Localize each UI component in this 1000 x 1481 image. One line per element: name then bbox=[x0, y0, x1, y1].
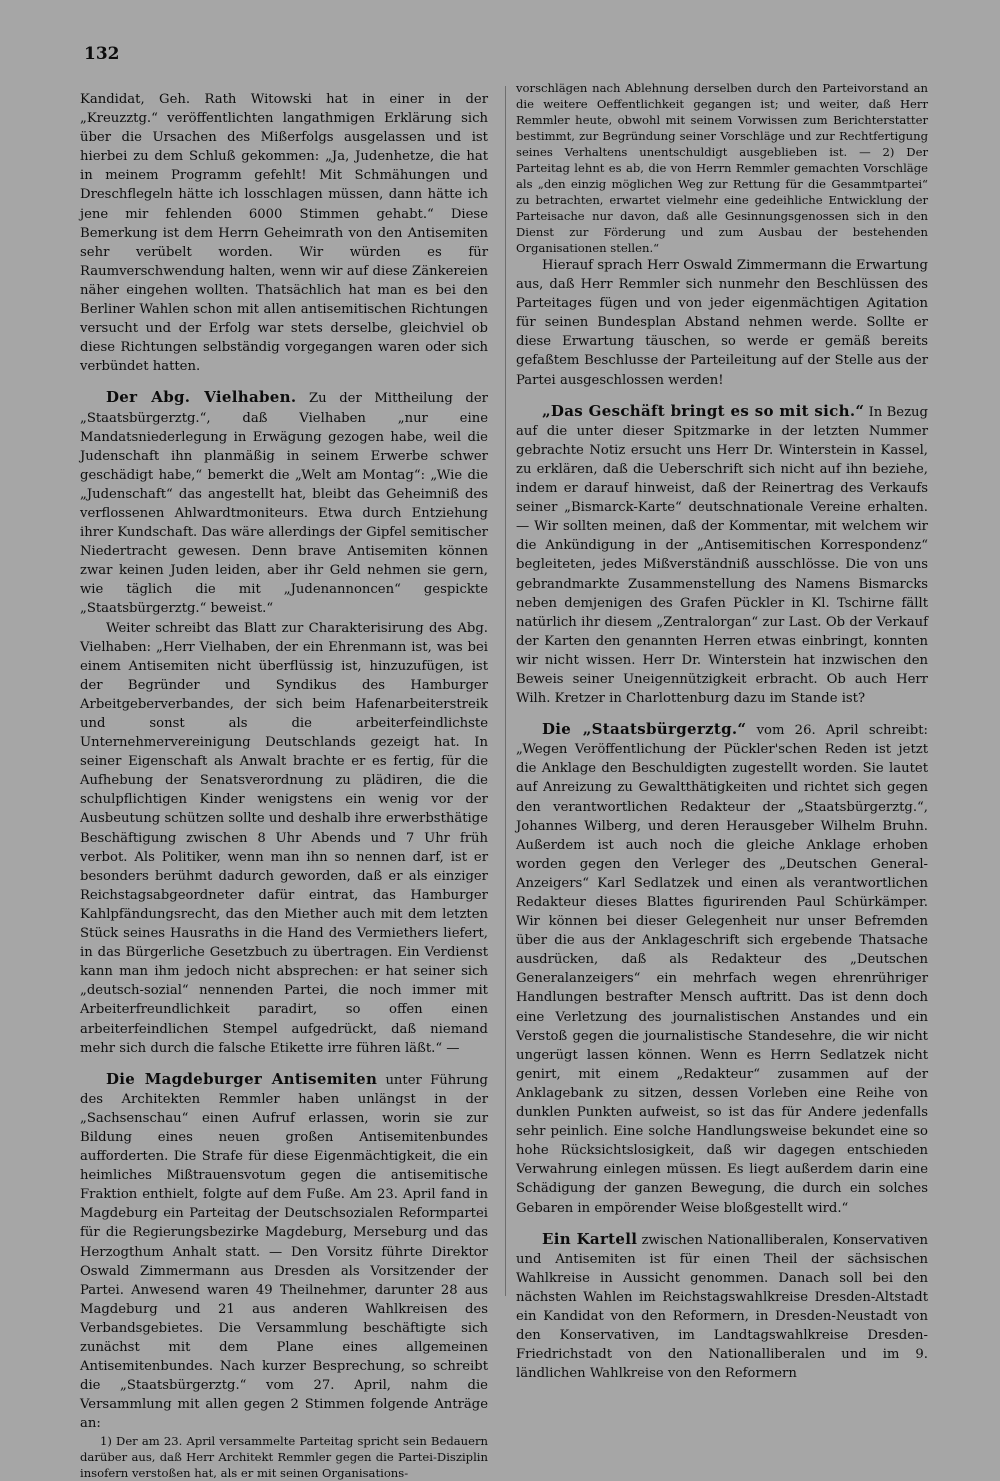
column-divider bbox=[505, 86, 506, 1296]
section-magdeburg bbox=[80, 1070, 488, 1434]
section-heading-vielhaben: Der Abg. Vielhaben. bbox=[106, 388, 297, 407]
section-heading-magdeburg: Die Magdeburger Antisemiten bbox=[106, 1069, 378, 1088]
paragraph-witowski: Kandidat, Geh. Rath Witowski hat in einer in der „Kreuzztg.“ veröffentlichten langathmigen Erklärung sich über die Ursachen des Mißerfolgs ausgelassen und ist hierbei zu dem Schluß gekommen: „Ja, Judenhetze, die hat in meinem Programm gefehlt! Mit Schmähungen und Dreschflegeln hätte ich losschlagen müssen, dann hätte ich jene mir fehlenden 6000 Stimmen gehabt.“ Diese Bemerkung ist dem Herrn Geheimrath von den Antisemiten sehr verübelt worden. Wir würden es für Raumverschwendung halten, wenn wir auf diese Zänkereien näher eingehen wollten. Thatsächlich hat man es bei den Berliner Wahlen schon mit allen antisemitischen Richtungen versucht und der Erfolg war stets derselbe, gleichviel ob diese Richtungen selbständig vorgegangen waren oder sich verbündet hatten. bbox=[80, 92, 488, 375]
section-text-kartell: zwischen Nationalliberalen, Konservativen und Antisemiten ist für einen Theil der sächsischen Wahlkreise in Aussicht genommen. Danach soll bei den nächsten Wahlen im Reichstagswahlkreise Dresden-Altstadt ein Kandidat von den Reformern, in Dresden-Neustadt von den Konservativen, im Landtagswahlkreise Dresden-Friedrichstadt von den Nationalliberalen und im 9. ländlichen Wahlkreise von den Reformern bbox=[516, 1232, 929, 1382]
section-vielhaben bbox=[80, 388, 488, 618]
section-heading-kartell: Ein Kartell bbox=[542, 1229, 638, 1248]
section-geschaeft bbox=[516, 402, 928, 709]
quote-resolution-1: 1) Der am 23. April versammelte Parteitag spricht sein Bedauern darüber aus, daß Herr Architekt Remmler gegen die Partei-Disziplin insofern verstoßen hat, als er mit seinen Organisations- bbox=[80, 1434, 488, 1481]
section-text-geschaeft: In Bezug auf die unter dieser Spitzmarke in der letzten Nummer gebrachte Notiz ersucht uns Herr Dr. Winterstein in Kassel, zu erklären, daß die Ueberschrift sich nicht auf ihn beziehe, indem er darauf hinweist, daß der Reinertrag des Verkaufs seiner „Bismarck-Karte“ deutschnationale Vereine erhalten. — Wir sollten meinen, daß der Kommentar, mit welchem wir die Ankündigung in der „Antisemitischen Korrespondenz“ begleiteten, jedes Mißverständniß ausschlösse. Die von uns gebrandmarkte Zusammenstellung des Namens Bismarcks neben demjenigen des Grafen Pückler in Kl. Tschirne fällt natürlich ihr diesem „Zentralorgan“ zur Last. Ob der Verkauf der Karten den genannten Herren etwas einbringt, konnten wir nicht wissen. Herr Dr. Winterstein hat inzwischen den Beweis seiner Uneigennützigkeit erbracht. Ob auch Herr Wilh. Kretzer in Charlottenburg dazu im Stande ist? bbox=[516, 404, 928, 707]
section-heading-staatsbuergerztg: Die „Staatsbürgerztg.“ bbox=[542, 720, 747, 739]
left-column bbox=[80, 90, 488, 1481]
page-number: 132 bbox=[84, 44, 120, 64]
section-text-magdeburg: unter Führung des Architekten Remmler haben unlängst in der „Sachsenschau“ einen Aufruf erlassen, worin sie zur Bildung eines neuen großen Antisemitenbundes aufforderten. Die Strafe für diese Eigenmächtigkeit, die ein heimliches Mißtrauensvotum gegen die antisemitische Fraktion enthielt, folgte auf dem Fuße. Am 23. April fand in Magdeburg ein Parteitag der Deutschsozialen Reformpartei für die Regierungsbezirke Magdeburg, Merseburg und das Herzogthum Anhalt statt. — Den Vorsitz führte Direktor Oswald Zimmermann aus Dresden als Vorsitzender der Partei. Anwesend waren 49 Theilnehmer, darunter 28 aus Magdeburg und 21 aus anderen Wahlkreisen des Verbandsgebietes. Die Versammlung beschäftigte sich zunächst mit dem Plane eines allgemeinen Antisemitenbundes. Nach kurzer Besprechung, so schreibt die „Staatsbürgerztg.“ vom 27. April, nahm die Versammlung mit allen gegen 2 Stimmen folgende Anträge an: bbox=[80, 1072, 488, 1432]
section-text-vielhaben: Zu der Mittheilung der „Staatsbürgerztg.“, daß Vielhaben „nur eine Mandatsniederlegung in Erwägung gezogen habe, weil die Judenschaft ihn planmäßig in seinem Erwerbe schwer geschädigt habe,“ bemerkt die „Welt am Montag“: „Wie die „Judenschaft“ das angestellt hat, bleibt das Geheimniß des verflossenen Ahlwardtmoniteurs. Etwa durch Entziehung ihrer Kundschaft. Das wäre allerdings der Gipfel semitischer Niedertracht gewesen. Denn brave Antisemiten können zwar keinen Juden leiden, aber ihr Geld nehmen sie gern, wie täglich die mit „Judenannoncen“ gespickte „Staatsbürgerztg.“ beweist.“ bbox=[80, 391, 488, 617]
right-column bbox=[516, 80, 928, 1383]
paragraph-zimmermann: Hierauf sprach Herr Oswald Zimmermann die Erwartung aus, daß Herr Remmler sich nunmehr den Beschlüssen des Parteitages fügen und von jeder eigenmächtigen Agitation für seinen Bundesplan Abstand nehmen werde. Sollte er diese Erwartung täuschen, so werde er gemäß bereits gefaßtem Beschlusse der Parteileitung auf der Stelle aus der Partei ausgeschlossen werden! bbox=[516, 258, 928, 388]
quote-resolution-continued: vorschlägen nach Ablehnung derselben durch den Parteivorstand an die weitere Oeffentlichkeit gegangen ist; und weiter, daß Herr Remmler heute, obwohl mit seinem Vorwissen zum Berichterstatter bestimmt, zur Begründung seiner Vorschläge und zur Rechtfertigung seines Verhaltens unentschuldigt ausgeblieben ist. — 2) Der Parteitag lehnt es ab, die von Herrn Remmler gemachten Vorschläge als „den einzig möglichen Weg zur Rettung für die Gesammtpartei“ zu betrachten, erwartet vielmehr eine gedeihliche Entwicklung der Parteisache nur davon, daß alle Gesinnungsgenossen sich in den Dienst zur Förderung und zum Ausbau der bestehenden Organisationen stellen.“ bbox=[516, 81, 928, 255]
section-staatsbuergerztg bbox=[516, 720, 928, 1217]
section-heading-geschaeft: „Das Geschäft bringt es so mit sich.“ bbox=[542, 401, 865, 420]
section-kartell bbox=[516, 1230, 928, 1384]
paragraph-vielhaben-2: Weiter schreibt das Blatt zur Charakterisirung des Abg. Vielhaben: „Herr Vielhaben, der ein Ehrenmann ist, was bei einem Antisemiten nicht überflüssig ist, hinzuzufügen, ist der Begründer und Syndikus des Hamburger Arbeitgeberverbandes, der sich beim Hafenarbeiterstreik und sonst als die arbeiterfeindlichste Unternehmervereinigung Deutschlands gezeigt hat. In seiner Eigenschaft als Anwalt brachte er es fertig, für die Aufhebung der Senatsverordnung zu plädiren, die die schulpflichtigen Kinder wenigstens ein wenig vor der Ausbeutung schützen sollte und deshalb ihre erwerbsthätige Beschäftigung zwischen 8 Uhr Abends und 7 Uhr früh verbot. Als Politiker, wenn man ihn so nennen darf, ist er besonders berühmt dadurch geworden, daß er als einziger Reichstagsabgeordneter dafür eintrat, das Hamburger Kahlpfändungsrecht, das den Miether auch mit dem letzten Stück seines Hausraths in die Hand des Vermiethers liefert, in das Bürgerliche Gesetzbuch zu übertragen. Ein Verdienst kann man ihm jedoch nicht absprechen: er hat seiner sich „deutsch-sozial“ nennenden Partei, die noch immer mit Arbeiterfreundlichkeit paradirt, so offen einen arbeiterfeindlichen Stempel aufgedrückt, daß niemand mehr sich durch die falsche Etikette irre führen läßt.“ — bbox=[80, 620, 488, 1056]
section-text-staatsbuergerztg: vom 26. April schreibt: „Wegen Veröffentlichung der Pückler'schen Reden ist jetzt die Anklage den Beschuldigten zugestellt worden. Sie lautet auf Anreizung zu Gewaltthätigkeiten und richtet sich gegen den verantwortlichen Redakteur der „Staatsbürgerztg.“, Johannes Wilberg, und deren Herausgeber Wilhelm Bruhn. Außerdem ist auch noch die gleiche Anklage erhoben worden gegen den Verleger des „Deutschen General-Anzeigers“ Karl Sedlatzek und einen als verantwortlichen Redakteur dieses Blattes figurirenden Paul Schürkämper. Wir können bei dieser Gelegenheit nur unser Befremden über die aus der Anklageschrift sich ergebende Thatsache ausdrücken, daß als Redakteur des „Deutschen Generalanzeigers“ ein mehrfach wegen ehrenrühriger Handlungen bestrafter Mensch auftritt. Das ist denn doch eine Verletzung des journalistischen Anstandes und ein Verstoß gegen die journalistische Standesehre, die wir nicht ungerügt lassen können. Wenn es Herrn Sedlatzek nicht genirt, mit einem „Redakteur“ zusammen auf der Anklagebank zu sitzen, dessen Vorleben eine Reihe von dunklen Punkten aufweist, so ist das für Andere jedenfalls sehr peinlich. Eine solche Handlungsweise bekundet eine so hohe Rücksichtslosigkeit, daß wir dagegen entschieden Verwahrung einlegen müssen. Es liegt außerdem darin eine Schädigung der ganzen Bewegung, die durch ein solches Gebaren in empörender Weise bloßgestellt wird.“ bbox=[516, 723, 928, 1216]
